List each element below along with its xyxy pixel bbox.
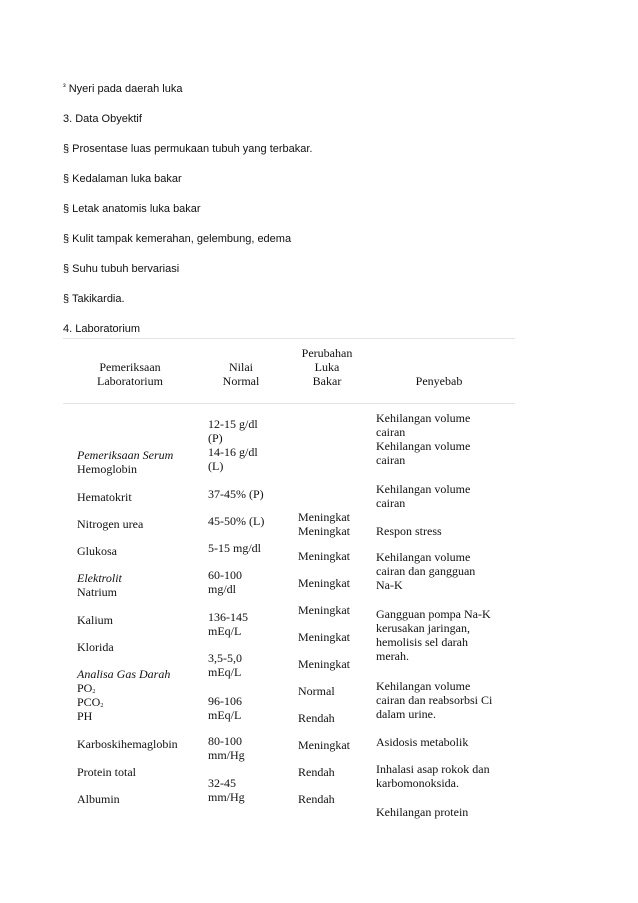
change-value: Meningkat <box>298 630 350 644</box>
normal-value: 5-15 mg/dl <box>208 541 261 555</box>
test-po2: $PO_2$ <box>77 681 96 695</box>
test-kalium: Kalium <box>77 613 113 627</box>
header-pemeriksaan: Pemeriksaan Laboratorium <box>97 360 163 388</box>
normal-value: 32-45 mm/Hg <box>208 776 245 804</box>
lab-heading: 4. Laboratorium <box>63 323 141 335</box>
item-text: Nyeri pada daerah luka <box>68 83 183 95</box>
objective-item: § Letak anatomis luka bakar <box>63 203 201 215</box>
normal-value: 60-100 mg/dl <box>208 568 242 596</box>
cause-value: Kehilangan volume cairan <box>376 482 471 510</box>
cause-value: Asidosis metabolik <box>376 735 469 749</box>
group-analisa-gas-darah: Analisa Gas Darah <box>77 667 171 681</box>
change-value: Rendah <box>298 711 335 725</box>
change-value: Rendah <box>298 765 335 779</box>
test-glukosa: Glukosa <box>77 544 117 558</box>
normal-value: 45-50% (L) <box>208 514 265 528</box>
test-hemoglobin: Hemoglobin <box>77 462 137 476</box>
normal-value: 96-106 mEq/L <box>208 694 242 722</box>
test-albumin: Albumin <box>77 792 120 806</box>
objective-item: § Kulit tampak kemerahan, gelembung, edema <box>63 233 292 245</box>
test-pco2: $PCO_2$ <box>77 695 104 709</box>
header-penyebab: Penyebab <box>415 374 463 388</box>
objective-item: § Prosentase luas permukaan tubuh yang terbakar. <box>63 143 313 155</box>
cause-value: Kehilangan protein <box>376 805 469 819</box>
change-value: Rendah <box>298 792 335 806</box>
cause-value: Kehilangan volume cairan dan reabsorbsi Ci dalam urine. <box>376 679 493 721</box>
cause-value: Kehilangan volume cairan Kehilangan volume cairan <box>376 411 471 467</box>
change-value: Normal <box>298 684 335 698</box>
subjective-item <box>63 82 182 95</box>
normal-value: 136-145 mEq/L <box>208 610 248 638</box>
group-elektrolit: Elektrolit <box>77 571 122 585</box>
change-value: Meningkat <box>298 738 350 752</box>
objective-item: § Kedalaman luka bakar <box>63 173 182 185</box>
table-top-rule <box>63 338 515 339</box>
normal-value: 12-15 g/dl (P) 14-16 g/dl (L) <box>208 417 258 473</box>
change-value: Meningkat <box>298 549 350 563</box>
test-hematokrit: Hematokrit <box>77 490 132 504</box>
test-nitrogen-urea: Nitrogen urea <box>77 517 144 531</box>
group-serum: Pemeriksaan Serum <box>77 448 174 462</box>
test-karboksihemoglobin: Karboskihemaglobin <box>77 737 178 751</box>
change-value: Meningkat <box>298 576 350 590</box>
objective-item: § Takikardia. <box>63 293 125 305</box>
cause-value: Inhalasi asap rokok dan karbomonoksida. <box>376 762 490 790</box>
cause-value: Kehilangan volume cairan dan gangguan Na-K <box>376 550 476 592</box>
objective-heading: 3. Data Obyektif <box>63 113 142 125</box>
cause-value: Gangguan pompa Na-K kerusakan jaringan, hemolisis sel darah merah. <box>376 607 491 663</box>
test-ph: PH <box>77 709 93 723</box>
normal-value: 37-45% (P) <box>208 487 264 501</box>
header-nilai-normal: Nilai Normal <box>222 360 260 388</box>
change-value: Meningkat Meningkat <box>298 510 350 538</box>
objective-item: § Suhu tubuh bervariasi <box>63 263 180 275</box>
change-value: Meningkat <box>298 657 350 671</box>
cause-value: Respon stress <box>376 524 442 538</box>
normal-value: 80-100 mm/Hg <box>208 734 245 762</box>
table-header-rule <box>63 403 515 404</box>
item-marker: ³ <box>63 82 66 91</box>
test-klorida: Klorida <box>77 640 114 654</box>
header-perubahan: Perubahan Luka Bakar <box>301 346 353 388</box>
normal-value: 3,5-5,0 mEq/L <box>208 651 242 679</box>
test-natrium: Natrium <box>77 585 117 599</box>
test-protein-total: Protein total <box>77 765 136 779</box>
change-value: Meningkat <box>298 603 350 617</box>
